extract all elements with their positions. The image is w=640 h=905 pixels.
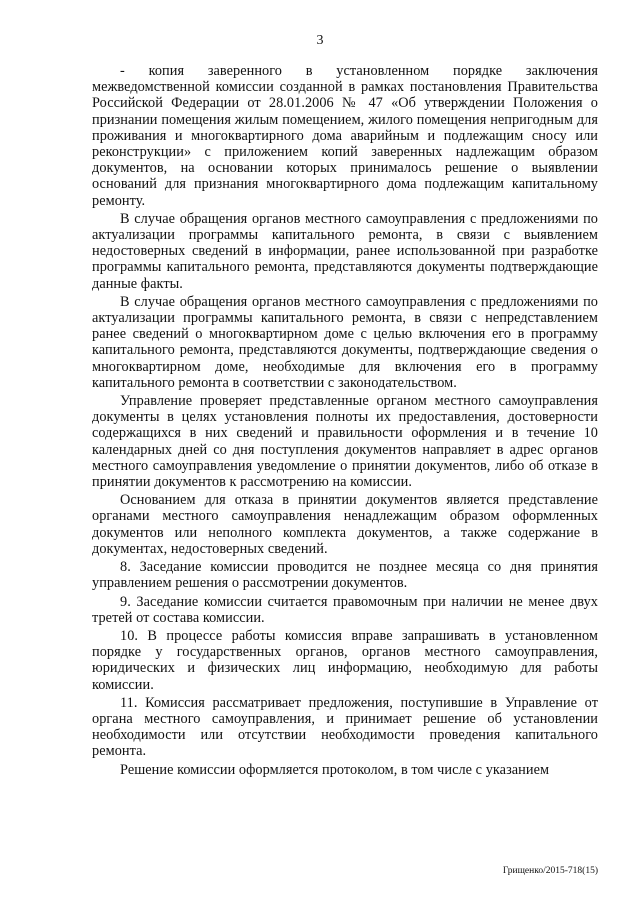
paragraph-copy-of-conclusion: - копия заверенного в установленном порядке заключения межведомственной комиссии созданной в рамках постановления Правительства Российской Федерации от 28.01.2006 № 47 «Об утверждении Положения о признании помещения жилым помещением, жилого помещения непригодным для проживания и многоквартирного дома аварийным и подлежащим сносу или реконструкции» с приложением копий заверенных надлежащим образом документов, на основании которых принималось решение о выявлении оснований для признания многоквартирного дома подлежащим капитальному ремонту. bbox=[92, 63, 598, 209]
paragraph-item-9: 9. Заседание комиссии считается правомочным при наличии не менее двух третей от состава комиссии. bbox=[92, 593, 598, 626]
paragraph-document-check: Управление проверяет представленные органом местного самоуправления документы в целях установления полноты их предоставления, достоверности содержащихся в них сведений и правильности оформления и в течение 10 календарных дней со дня поступления документов направляет в адрес органов местного самоуправления уведомление о принятии документов, либо об отказе в принятии документов к рассмотрению на комиссии. bbox=[92, 393, 598, 491]
document-body bbox=[92, 63, 598, 778]
paragraph-item-11: 11. Комиссия рассматривает предложения, поступившие в Управление от органа местного самоуправления, и принимает решение об установлении необходимости или отсутствии необходимости проведения капитального ремонта. bbox=[92, 694, 598, 760]
paragraph-item-8: 8. Заседание комиссии проводится не позднее месяца со дня принятия управлением решения о рассмотрении документов. bbox=[92, 559, 598, 592]
paragraph-missing-info: В случае обращения органов местного самоуправления с предложениями по актуализации программы капитального ремонта, в связи с непредставлением ранее сведений о многоквартирном доме с целью включения его в программу капитального ремонта, представляются документы, подтверждающие сведения о многоквартирном доме, необходимые для включения его в программу капитального ремонта в соответствии с законодательством. bbox=[92, 293, 598, 391]
footer-document-code: Грищенко/2015-718(15) bbox=[502, 866, 598, 876]
page-number: 3 bbox=[316, 33, 324, 48]
paragraph-unreliable-info: В случае обращения органов местного самоуправления с предложениями по актуализации программы капитального ремонта, в связи с выявлением недостоверных сведений в информации, ранее использованной при разработке программы капитального ремонта, представляются документы подтверждающие данные факты. bbox=[92, 210, 598, 292]
paragraph-decision-protocol: Решение комиссии оформляется протоколом, в том числе с указанием bbox=[120, 761, 550, 778]
paragraph-item-10: 10. В процессе работы комиссия вправе запрашивать в установленном порядке у государственных органов, органов местного самоуправления, юридических и физических лиц информацию, необходимую для работы комиссии. bbox=[92, 627, 598, 693]
paragraph-refusal-grounds: Основанием для отказа в принятии документов является представление органами местного самоуправления ненадлежащим образом оформленных документов или неполного комплекта документов, а также содержание в документах, недостоверных сведений. bbox=[92, 492, 598, 557]
